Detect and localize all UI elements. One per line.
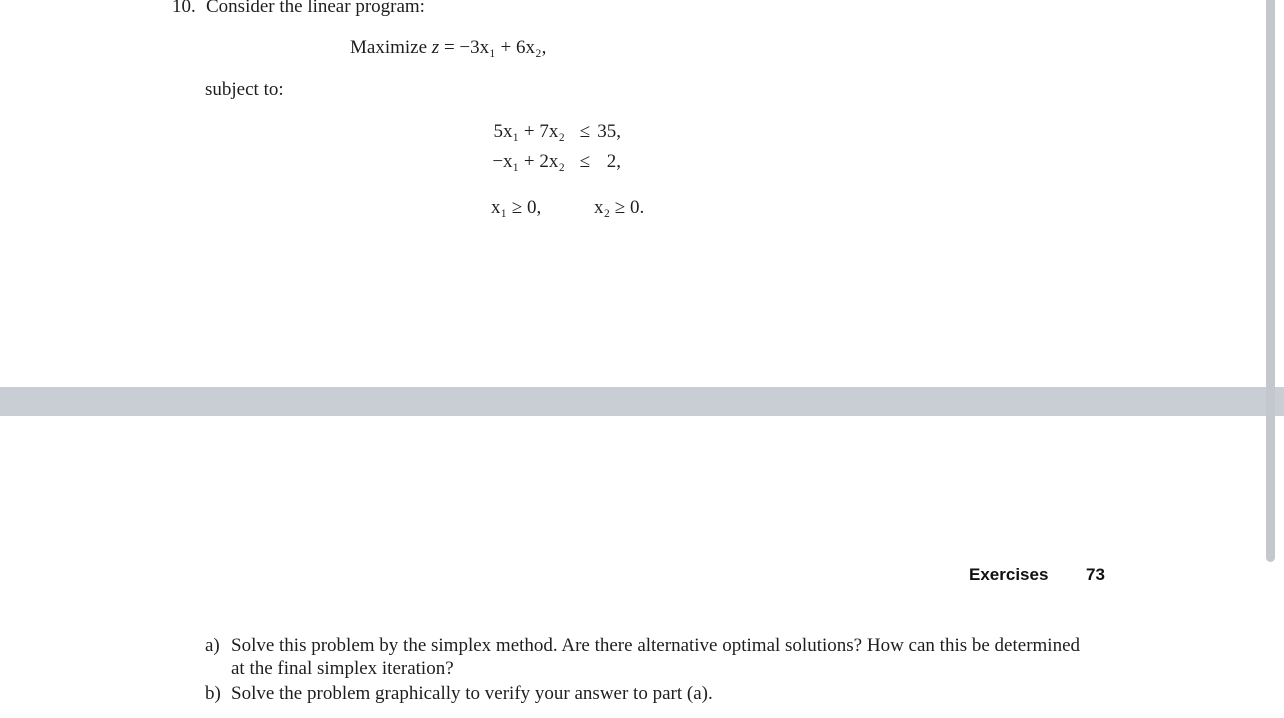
part-a-text-line1: Solve this problem by the simplex method. Are there alternative optimal solutions? How can this be determined [231, 635, 1081, 656]
constraint-lhs: 5x₁ + 7x₂ [493, 121, 565, 142]
page-number: 73 [1086, 565, 1105, 584]
nonnegativity-x1: x₁ ≥ 0, [491, 197, 542, 218]
problem-intro: Consider the linear program: [206, 0, 425, 17]
running-head-section: Exercises [969, 565, 1049, 584]
objective-expression: −3x₁ + 6x₂, [459, 37, 547, 58]
objective-prefix: Maximize [350, 37, 428, 58]
objective-function [350, 37, 546, 59]
part-b-text: Solve the problem graphically to verify your answer to part (a). [231, 683, 713, 704]
objective-equals: = [443, 37, 455, 58]
constraint-rhs: 35, [597, 121, 621, 142]
nonnegativity-x2: x₂ ≥ 0. [594, 197, 645, 218]
part-a [205, 635, 1080, 657]
part-a-text-line2: at the final simplex iteration? [231, 658, 454, 679]
constraint-relation: ≤ [579, 121, 591, 142]
part-b [205, 683, 713, 705]
objective-variable: z [431, 37, 440, 58]
constraint-rhs: 2, [606, 151, 621, 172]
part-b-label: b) [205, 683, 221, 704]
constraint-relation: ≤ [579, 151, 591, 172]
vertical-scrollbar-thumb[interactable] [1266, 0, 1275, 562]
part-a-label: a) [205, 635, 220, 656]
page-gap [0, 387, 1284, 416]
constraint-lhs: −x₁ + 2x₂ [492, 151, 565, 172]
subject-to-label: subject to: [205, 79, 284, 100]
problem-number: 10. [172, 0, 196, 17]
problem-header [172, 0, 425, 18]
